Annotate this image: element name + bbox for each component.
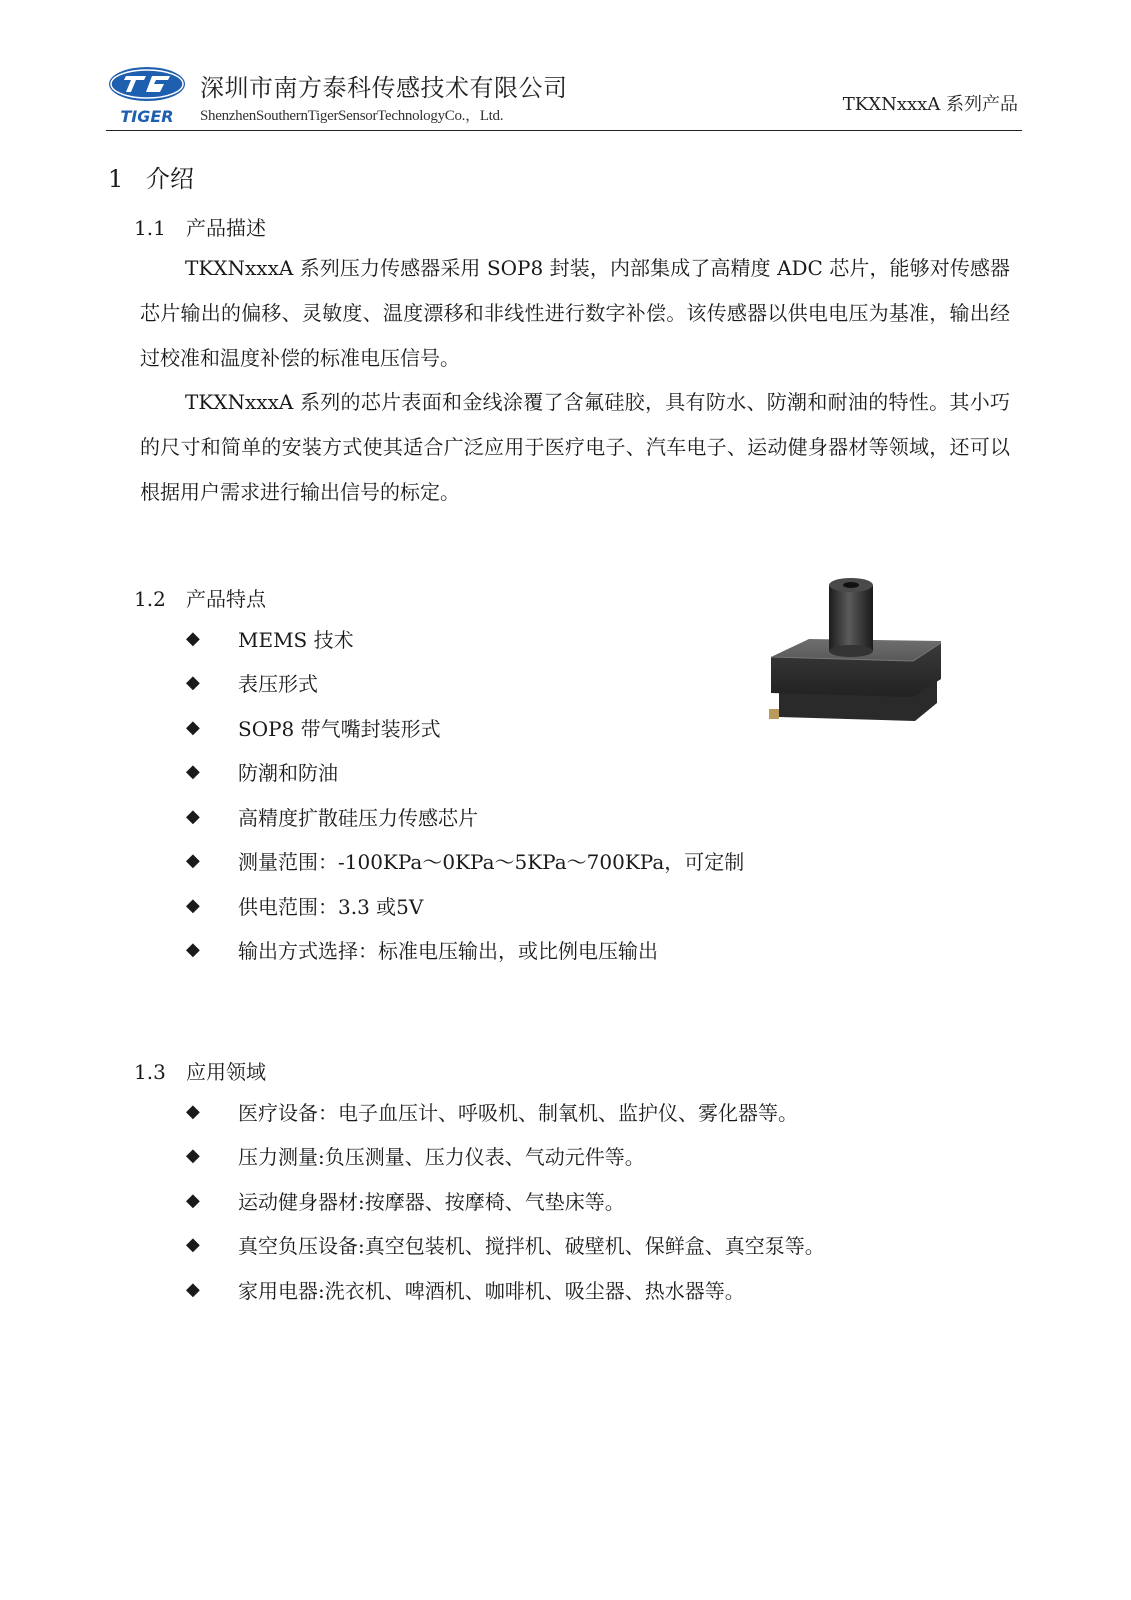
feature-text: 防潮和防油 <box>238 761 338 786</box>
application-text: 真空负压设备:真空包装机、搅拌机、破壁机、保鲜盒、真空泵等。 <box>238 1234 825 1259</box>
applications-list <box>186 1089 825 1312</box>
diamond-bullet-icon: ◆ <box>186 716 200 738</box>
tiger-logo-icon <box>106 62 188 126</box>
list-item <box>186 616 744 661</box>
feature-text: 表压形式 <box>238 672 318 697</box>
list-item <box>186 1267 825 1312</box>
list-item <box>186 794 744 839</box>
application-text: 医疗设备：电子血压计、呼吸机、制氧机、监护仪、雾化器等。 <box>238 1100 798 1125</box>
list-item <box>186 661 744 706</box>
diamond-bullet-icon: ◆ <box>186 894 200 916</box>
diamond-bullet-icon: ◆ <box>186 1234 200 1256</box>
subsection-heading-1-2 <box>134 583 266 612</box>
section-heading <box>108 159 194 194</box>
feature-text: 高精度扩散硅压力传感芯片 <box>238 805 478 830</box>
application-text: 压力测量:负压测量、压力仪表、气动元件等。 <box>238 1145 645 1170</box>
description-paragraph-2: TKXNxxxA 系列的芯片表面和金线涂覆了含氟硅胶，具有防水、防潮和耐油的特性。其小巧的尺寸和简单的安装方式使其适合广泛应用于医疗电子、汽车电子、运动健身器材等领域，还可以根据用户需求进行输出信号的标定。 <box>140 390 1010 504</box>
diamond-bullet-icon: ◆ <box>186 939 200 961</box>
application-text: 运动健身器材:按摩器、按摩椅、气垫床等。 <box>238 1189 625 1214</box>
description-paragraph-1: TKXNxxxA 系列压力传感器采用 SOP8 封装，内部集成了高精度 ADC 芯片，能够对传感器芯片输出的偏移、灵敏度、温度漂移和非线性进行数字补偿。该传感器以供电电压为基准，输出经过校准和温度补偿的标准电压信号。 <box>140 256 1010 370</box>
feature-text: 供电范围：3.3 或5V <box>238 894 424 919</box>
diamond-bullet-icon: ◆ <box>186 1145 200 1167</box>
logo-text: TIGER <box>120 107 174 126</box>
page-header <box>106 62 1022 131</box>
subsection-number: 1.3 <box>134 1060 166 1084</box>
series-title: TKXNxxxA 系列产品 <box>842 94 1018 115</box>
application-text: 家用电器:洗衣机、啤酒机、咖啡机、吸尘器、热水器等。 <box>238 1278 745 1303</box>
list-item <box>186 1089 825 1134</box>
section-number: 1 <box>108 165 124 193</box>
feature-text: SOP8 带气嘴封装形式 <box>238 716 441 741</box>
company-name-en: ShenzhenSouthernTigerSensorTechnologyCo.，Ltd. <box>200 108 504 124</box>
subsection-heading-1-3 <box>134 1056 266 1085</box>
subsection-number: 1.2 <box>134 587 166 611</box>
diamond-bullet-icon: ◆ <box>186 1278 200 1300</box>
feature-text: 测量范围：-100KPa～0KPa～5KPa～700KPa，可定制 <box>238 850 745 875</box>
company-name-cn: 深圳市南方泰科传感技术有限公司 <box>200 74 568 102</box>
diamond-bullet-icon: ◆ <box>186 1100 200 1122</box>
list-item <box>186 928 744 973</box>
subsection-heading-1-1 <box>134 212 266 241</box>
list-item <box>186 750 744 795</box>
diamond-bullet-icon: ◆ <box>186 761 200 783</box>
list-item <box>186 1178 825 1223</box>
feature-text: 输出方式选择：标准电压输出，或比例电压输出 <box>238 939 658 964</box>
list-item <box>186 839 744 884</box>
diamond-bullet-icon: ◆ <box>186 672 200 694</box>
pressure-sensor-image <box>765 575 945 745</box>
diamond-bullet-icon: ◆ <box>186 1189 200 1211</box>
list-item <box>186 1134 825 1179</box>
feature-text: MEMS 技术 <box>238 627 354 652</box>
subsection-number: 1.1 <box>134 216 166 240</box>
subsection-title: 产品特点 <box>186 587 266 611</box>
diamond-bullet-icon: ◆ <box>186 850 200 872</box>
diamond-bullet-icon: ◆ <box>186 805 200 827</box>
section-title: 介绍 <box>146 165 194 193</box>
list-item <box>186 883 744 928</box>
subsection-title: 应用领域 <box>186 1060 266 1084</box>
subsection-title: 产品描述 <box>186 216 266 240</box>
diamond-bullet-icon: ◆ <box>186 627 200 649</box>
list-item <box>186 705 744 750</box>
features-list <box>186 616 744 972</box>
list-item <box>186 1223 825 1268</box>
